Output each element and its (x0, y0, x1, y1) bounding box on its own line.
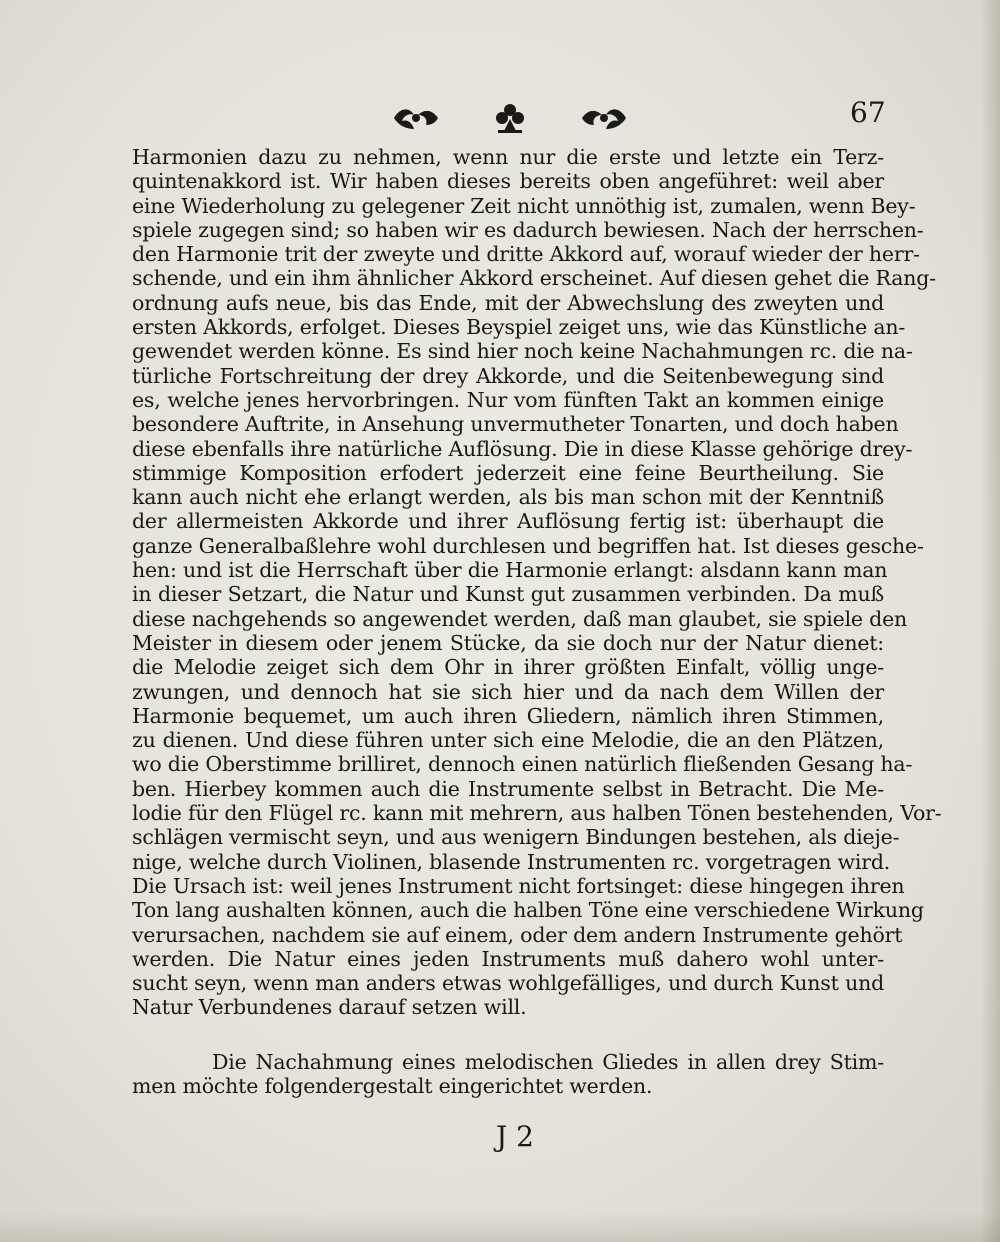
page-edge-shadow (980, 0, 1000, 1242)
text-line: zwungen, und dennoch hat sie sich hier und da nach dem Willen der (132, 679, 884, 704)
text-line: ganze Generalbaßlehre wohl durchlesen und begriffen hat. Ist dieses gesche- (132, 533, 924, 558)
second-paragraph (132, 1050, 884, 1099)
fleuron-center-icon (484, 101, 536, 135)
text-line: den Harmonie trit der zweyte und dritte Akkord auf, worauf wieder der herr- (132, 242, 920, 267)
text-line: werden. Die Natur eines jeden Instruments muß dahero wohl unter- (132, 946, 884, 971)
text-line: sucht seyn, wenn man anders etwas wohlgefälliges, und durch Kunst und (132, 971, 884, 996)
page-number: 67 (850, 96, 886, 129)
text-line: ordnung aufs neue, bis das Ende, mit der Abwechslung des zweyten und (132, 290, 884, 315)
text-line: wo die Oberstimme brilliret, dennoch einen natürlich fließenden Gesang ha- (132, 752, 913, 777)
text-line: diese nachgehends so angewendet werden, daß man glaubet, sie spiele den (132, 606, 908, 631)
text-line: ersten Akkords, erfolget. Dieses Beyspiel zeiget uns, wie das Künstliche an- (132, 315, 906, 340)
text-line: spiele zugegen sind; so haben wir es dadurch bewiesen. Nach der herrschen- (132, 217, 924, 242)
page-bottom-shadow (0, 1212, 1000, 1242)
text-line: es, welche jenes hervorbringen. Nur vom fünften Takt an kommen einige (132, 387, 884, 412)
fleuron-right-icon (578, 101, 630, 135)
text-line: die Melodie zeiget sich dem Ohr in ihrer größten Einfalt, völlig unge- (132, 655, 884, 680)
text-line: Harmonien dazu zu nehmen, wenn nur die erste und letzte ein Terz- (132, 145, 884, 169)
text-line: Natur Verbundenes darauf setzen will. (132, 995, 527, 1020)
text-line: nige, welche durch Violinen, blasende Instrumenten rc. vorgetragen wird. (132, 849, 891, 874)
text-line: Die Nachahmung eines melodischen Gliedes in allen drey Stim- (212, 1050, 884, 1074)
text-line: schlägen vermischt seyn, und aus wenigern Bindungen bestehen, als dieje- (132, 825, 900, 850)
header-ornaments (390, 98, 630, 138)
text-line: der allermeisten Akkorde und ihrer Auflösung fertig ist: überhaupt die (132, 509, 884, 534)
text-line: türliche Fortschreitung der drey Akkorde, und die Seitenbewegung sind (132, 363, 884, 388)
text-line: Ton lang aushalten können, auch die halben Töne eine verschiedene Wirkung (132, 898, 924, 923)
text-line: lodie für den Flügel rc. kann mit mehrern, aus halben Tönen bestehenden, Vor- (132, 801, 942, 826)
text-line: verursachen, nachdem sie auf einem, oder dem andern Instrumente gehört (132, 922, 903, 947)
text-line: in dieser Setzart, die Natur und Kunst gut zusammen verbinden. Da muß (132, 582, 884, 607)
text-line: diese ebenfalls ihre natürliche Auflösung. Die in diese Klasse gehörige drey- (132, 436, 913, 461)
text-line: hen: und ist die Herrschaft über die Harmonie erlangt: alsdann kann man (132, 558, 888, 583)
text-line: Meister in diesem oder jenem Stücke, da sie doch nur der Natur dienet: (132, 630, 884, 655)
main-paragraph (132, 145, 942, 1020)
text-line: Die Ursach ist: weil jenes Instrument nicht fortsinget: diese hingegen ihren (132, 873, 905, 898)
text-line: schende, und ein ihm ähnlicher Akkord erscheinet. Auf diesen gehet die Rang- (132, 266, 936, 291)
text-line: stimmige Komposition erfodert jederzeit eine feine Beurtheilung. Sie (132, 460, 884, 485)
signature-mark: J 2 (496, 1120, 534, 1153)
text-line: besondere Auftrite, in Ansehung unvermutheter Tonarten, und doch haben (132, 412, 899, 437)
text-line: Harmonie bequemet, um auch ihren Gliedern, nämlich ihren Stimmen, (132, 703, 884, 728)
text-line: gewendet werden könne. Es sind hier noch keine Nachahmungen rc. die na- (132, 339, 913, 364)
text-line: quintenakkord ist. Wir haben dieses bereits oben angeführet: weil aber (132, 169, 884, 194)
text-line: kann auch nicht ehe erlangt werden, als bis man schon mit der Kenntniß (132, 485, 884, 510)
text-line: ben. Hierbey kommen auch die Instrumente selbst in Betracht. Die Me- (132, 776, 884, 801)
text-line: zu dienen. Und diese führen unter sich eine Melodie, die an den Plätzen, (132, 728, 884, 753)
fleuron-left-icon (390, 101, 442, 135)
text-line: men möchte folgendergestalt eingerichtet werden. (132, 1074, 653, 1099)
text-line: eine Wiederholung zu gelegener Zeit nicht unnöthig ist, zumalen, wenn Bey- (132, 193, 916, 218)
